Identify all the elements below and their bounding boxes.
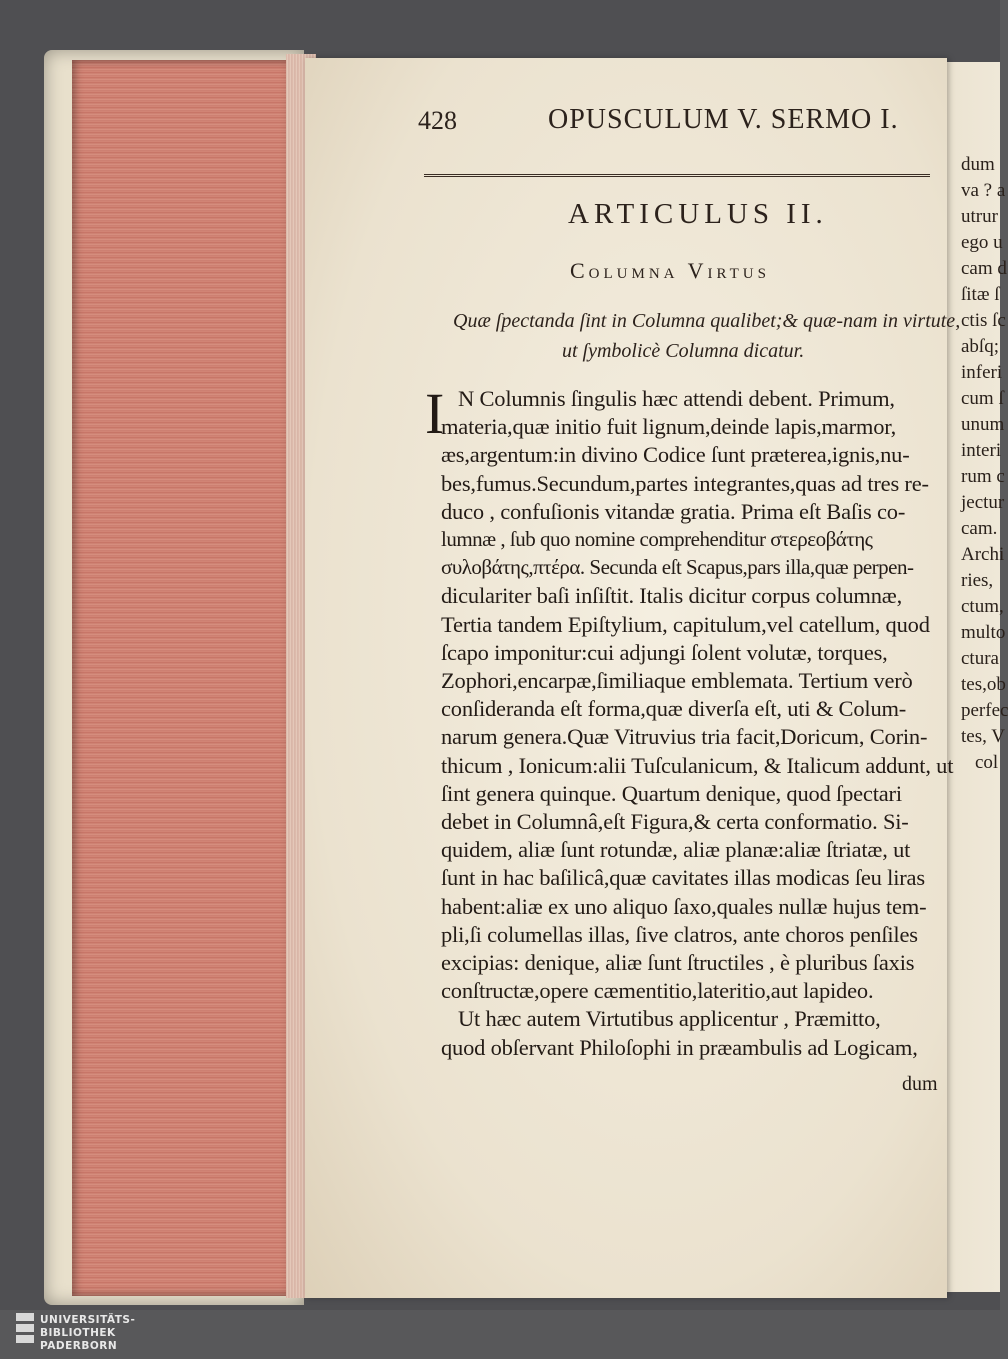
facing-page-line: cam d [961, 258, 1007, 279]
library-name-line-2: BIBLIOTHEK [40, 1327, 116, 1339]
body-line: materia,quæ initio fuit lignum,deinde lapis,marmor, [441, 414, 897, 440]
library-name-line-3: PADERBORN [40, 1340, 118, 1352]
body-line: conſtructæ,opere cæmentitio,lateritio,aut lapideo. [441, 978, 874, 1004]
page-number: 428 [418, 106, 457, 135]
body-line: duco , confuſionis vitandæ gratia. Prima eſt Baſis co- [441, 498, 906, 524]
body-line: ſint genera quinque. Quartum denique, quod ſpectari [441, 780, 902, 806]
body-line: N Columnis ſingulis hæc attendi debent. Primum, [458, 386, 895, 411]
body-line: lumnæ , ſub quo nomine comprehenditur στερεοβάτης [441, 527, 873, 551]
facing-page-line: abſq; [961, 336, 999, 357]
facing-page-line: jectur [961, 492, 1005, 513]
page-edge-red [72, 60, 294, 1296]
library-logo-icon [16, 1313, 34, 1355]
body-line: Zophori,encarpæ,ſimiliaque emblemata. Tertium verò [441, 668, 913, 693]
body-line: bes,fumus.Secundum,partes integrantes,quas ad tres re- [441, 470, 929, 496]
subtitle-line-2: ut ſymbolicè Columna dicatur. [562, 340, 805, 362]
facing-page-line: utrur [961, 206, 998, 227]
body-line: thicum , Ionicum:alii Tuſculanicum, & Italicum addunt, ut [441, 752, 954, 778]
section-title: Columna Virtus [570, 258, 770, 283]
facing-page-line: unum [961, 414, 1005, 435]
body-line: quidem, aliæ ſunt rotundæ, aliæ planæ:aliæ ſtriatæ, ut [441, 837, 911, 863]
facing-page-line: col [975, 752, 999, 773]
facing-page-line: ries, [961, 570, 994, 591]
body-line: conſideranda eſt forma,quæ diverſa eſt, uti & Colum- [441, 696, 907, 722]
article-title: ARTICULUS II. [568, 198, 828, 230]
body-line: ſunt in hac baſilicâ,quæ cavitates illas modicas ſeu liras [441, 865, 925, 891]
body-line: diculariter baſi inſiſtit. Italis dicitur corpus columnæ, [441, 583, 903, 609]
facing-page-line: ego u [961, 232, 1003, 253]
facing-page-line: va ? a [961, 180, 1006, 201]
body-line: habent:aliæ ex uno aliquo ſaxo,quales nullæ hujus tem- [441, 893, 927, 919]
body-line: ſcapo imponitur:cui adjungi ſolent volutæ, torques, [441, 639, 888, 665]
footer-bar [0, 1310, 1000, 1359]
facing-page-line: ſitæ ſ [961, 284, 1000, 305]
facing-page-line: cum ſ [961, 388, 1004, 409]
body-line: debet in Columnâ,eſt Figura,& certa conformatio. Si- [441, 809, 909, 834]
facing-page-line: ctum, [961, 596, 1004, 617]
body-line: Ut hæc autem Virtutibus applicentur , Præmitto, [458, 1006, 881, 1032]
body-line: æs,argentum:in divino Codice ſunt præterea,ignis,nu- [441, 442, 910, 468]
facing-page-line: ctis ſc [961, 310, 1006, 331]
facing-page-line: multo [961, 622, 1006, 643]
body-line: quod obſervant Philoſophi in præambulis ad Logicam, [441, 1034, 918, 1060]
facing-page-line: ctura [961, 648, 999, 669]
facing-page-line: tes,ob [961, 674, 1006, 695]
subtitle-line-1: Quæ ſpectanda ſint in Columna qualibet;& quæ-nam in virtute, [453, 310, 961, 332]
facing-page-line: Archi [961, 544, 1005, 565]
running-head: OPUSCULUM V. SERMO I. [548, 104, 899, 135]
facing-page-line: cam. [961, 518, 998, 539]
facing-page-line: rum c [961, 466, 1005, 487]
body-line: Tertia tandem Epiſtylium, capitulum,vel catellum, quod [441, 611, 930, 637]
facing-page-line: tes, V [961, 726, 1005, 747]
facing-page-line: interi [961, 440, 1002, 461]
drop-cap: I [425, 381, 445, 446]
facing-page-line: perfec [961, 700, 1008, 721]
header-rule [424, 174, 930, 177]
library-name-line-1: UNIVERSITÄTS- [40, 1314, 136, 1326]
facing-page-line: dum [961, 154, 995, 175]
catchword: dum [902, 1073, 938, 1095]
body-line: excipias: denique, aliæ ſunt ſtructiles , è pluribus ſaxis [441, 950, 915, 975]
body-line: συλοβάτης,πτέρα. Secunda eſt Scapus,pars illa,quæ perpen- [441, 555, 914, 580]
body-line: pli,ſi columellas illas, ſive clatros, ante choros penſiles [441, 921, 918, 947]
facing-page-line: inferi [961, 362, 1003, 383]
body-line: narum genera.Quæ Vitruvius tria facit,Doricum, Corin- [441, 724, 928, 750]
